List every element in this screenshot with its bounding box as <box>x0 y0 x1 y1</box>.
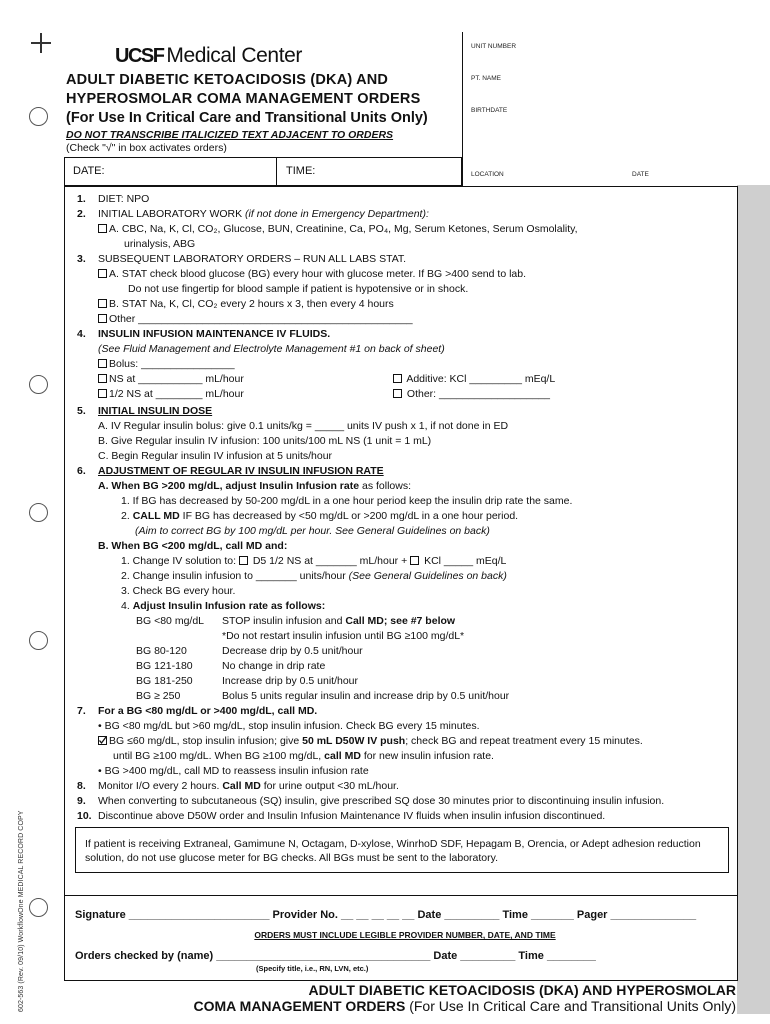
order-number: 6. <box>77 465 86 477</box>
checkbox-checked[interactable] <box>98 736 107 745</box>
pt-name-label: PT. NAME <box>471 75 501 82</box>
io-order-pre: Monitor I/O every 2 hours. <box>98 780 223 792</box>
hypo-1: • BG <80 mg/dL but >60 mg/dL, stop insulin infusion. Check BG every 15 minutes. <box>98 720 480 732</box>
rate-action: Decrease drip by 0.5 unit/hour <box>222 645 363 657</box>
iv-other <box>393 388 550 401</box>
checkbox[interactable] <box>98 269 107 278</box>
checkmark-icon <box>98 736 107 745</box>
adjustment-b4 <box>121 600 325 613</box>
adjustment-a-bold: A. When BG >200 mg/dL, adjust Insulin Infusion rate <box>98 480 360 492</box>
adjustment-a2-text: IF BG has decreased by <50 mg/dL or >200 mg/dL in a one hour period. <box>179 510 519 522</box>
hypo-2-post: ; check BG and repeat treatment every 15 minutes. <box>405 735 643 747</box>
iv-half-ns <box>98 388 244 401</box>
adjustment-a2-note: (Aim to correct BG by 100 mg/dL per hour. See General Guidelines on back) <box>135 525 490 537</box>
italic-transcribe-note: DO NOT TRANSCRIBE ITALICIZED TEXT ADJACENT TO ORDERS <box>66 129 394 141</box>
rate-bg: BG ≥ 250 <box>136 690 181 702</box>
adjustment-b2-text[interactable]: 2. Change insulin infusion to _______ units/hour <box>121 570 349 582</box>
iv-fluids-note: (See Fluid Management and Electrolyte Management #1 on back of sheet) <box>98 343 445 355</box>
lab-work-title-text: INITIAL LABORATORY WORK <box>98 208 246 220</box>
lab-order-a-cont: urinalysis, ABG <box>124 238 196 250</box>
initial-insulin-title: INITIAL INSULIN DOSE <box>98 405 213 417</box>
subsequent-lab-a <box>98 268 526 281</box>
adjustment-b1-pre: 1. Change IV solution to: <box>121 555 239 567</box>
order-number: 1. <box>77 193 86 205</box>
subsequent-lab-b-text: B. STAT Na, K, Cl, CO₂ every 2 hours x 3, then every 4 hours <box>109 298 394 310</box>
lab-order-a-text: A. CBC, Na, K, Cl, CO₂, Glucose, BUN, Creatinine, Ca, PO₄, Mg, Serum Ketones, Serum Osmolality, <box>109 223 578 235</box>
lab-order-a <box>98 223 578 236</box>
subsequent-lab-other-text[interactable]: Other _______________________________________________ <box>109 313 413 325</box>
insulin-order-c: C. Begin Regular insulin IV infusion at 5 units/hour <box>98 450 333 462</box>
order-number: 8. <box>77 780 86 792</box>
adjustment-a2-num: 2. <box>121 510 133 522</box>
order-number: 7. <box>77 705 86 717</box>
hypo-3 <box>113 750 494 763</box>
form-number-side-text: 602-563 (Rev. 09/10) WorkflowOne MEDICAL RECORD COPY <box>18 810 25 1012</box>
lab-work-title <box>98 208 429 221</box>
checkbox[interactable] <box>239 556 248 565</box>
rate-bg: BG <80 mg/dL <box>136 615 204 627</box>
order-number: 4. <box>77 328 86 340</box>
orders-frame-right-border <box>737 186 738 896</box>
iv-additive-text[interactable]: Additive: KCl _________ mEq/L <box>406 373 556 385</box>
adjustment-a <box>98 480 411 493</box>
rate-action: No change in drip rate <box>222 660 326 672</box>
checkbox[interactable] <box>98 224 107 233</box>
checkbox[interactable] <box>98 299 107 308</box>
io-order <box>98 780 399 793</box>
order-number: 5. <box>77 405 86 417</box>
crop-mark-vertical <box>40 33 42 53</box>
punch-hole <box>29 898 48 917</box>
punch-hole <box>29 631 48 650</box>
io-order-bold: Call MD <box>222 780 261 792</box>
subsequent-lab-other <box>98 313 413 326</box>
title-line-1: ADULT DIABETIC KETOACIDOSIS (DKA) AND <box>66 72 389 88</box>
adjustment-b: B. When BG <200 mg/dL, call MD and: <box>98 540 288 552</box>
check-activates-note: (Check "√" in box activates orders) <box>66 142 227 154</box>
adjustment-b3: 3. Check BG every hour. <box>121 585 236 597</box>
iv-bolus <box>98 358 235 371</box>
adjustment-b4-num: 4. <box>121 600 133 612</box>
rate-action-bold: Call MD; see #7 below <box>345 615 456 627</box>
glucose-meter-warning-box: If patient is receiving Extraneal, Gamimune N, Octagam, D-xylose, WinrhoD SDF, Hepagam B, Orencia, or Adept adhesion reduction solution, do not use glucose meter for BG checks. All BGs must be sent to the laboratory. <box>75 827 729 873</box>
adjustment-b4-bold: Adjust Insulin Infusion rate as follows: <box>132 600 326 612</box>
checkbox[interactable] <box>393 374 402 383</box>
rate-action: Increase drip by 0.5 unit/hour <box>222 675 358 687</box>
location-label: LOCATION <box>471 171 504 178</box>
date-time-row <box>64 157 462 186</box>
subsequent-lab-title: SUBSEQUENT LABORATORY ORDERS – RUN ALL LABS STAT. <box>98 253 407 265</box>
orders-must-include-note: ORDERS MUST INCLUDE LEGIBLE PROVIDER NUMBER, DATE, AND TIME <box>254 930 556 940</box>
hypo-2-bold: 50 mL D50W IV push <box>302 735 406 747</box>
adjustment-b1 <box>121 555 506 568</box>
rate-bg: BG 181-250 <box>136 675 193 687</box>
logo-medical-center-text: Medical Center <box>166 44 303 67</box>
hypo-3-pre: until BG ≥100 mg/dL. When BG ≥100 mg/dL, <box>113 750 325 762</box>
punch-hole <box>29 375 48 394</box>
date-field[interactable]: DATE: <box>73 165 105 177</box>
rate-action-text: STOP insulin infusion and <box>222 615 346 627</box>
insulin-order-a: A. IV Regular insulin bolus: give 0.1 units/kg = _____ units IV push x 1, if not done in ED <box>98 420 509 432</box>
adjustment-b2 <box>121 570 507 583</box>
io-order-post: for urine output <30 mL/hour. <box>260 780 399 792</box>
checkbox[interactable] <box>98 314 107 323</box>
punch-hole <box>29 503 48 522</box>
order-number: 9. <box>77 795 86 807</box>
ucsf-logo <box>115 44 302 68</box>
adjustment-a1: 1. If BG has decreased by 50-200 mg/dL in a one hour period keep the insulin drip rate the same. <box>121 495 573 507</box>
rate-action: *Do not restart insulin infusion until BG ≥100 mg/dL* <box>222 630 465 642</box>
iv-bolus-text[interactable]: Bolus: ________________ <box>109 358 235 370</box>
iv-ns <box>98 373 244 386</box>
hypo-4: • BG >400 mg/dL, call MD to reassess insulin infusion rate <box>98 765 369 777</box>
patient-id-box-border <box>462 32 463 186</box>
order-number: 3. <box>77 253 86 265</box>
sq-order: When converting to subcutaneous (SQ) insulin, give prescribed SQ dose 30 minutes prior to discontinuing insulin infusion. <box>98 795 665 807</box>
title-line-2: HYPEROSMOLAR COMA MANAGEMENT ORDERS <box>66 91 421 107</box>
iv-additive <box>393 373 555 386</box>
date-time-divider <box>276 158 277 185</box>
adjustment-title: ADJUSTMENT OF REGULAR IV INSULIN INFUSION RATE <box>98 465 384 477</box>
iv-half-ns-text[interactable]: 1/2 NS at ________ mL/hour <box>109 388 244 400</box>
adjustment-a-text: as follows: <box>359 480 412 492</box>
punch-hole <box>29 107 48 126</box>
hypo-title: For a BG <80 mg/dL or >400 mg/dL, call MD. <box>98 705 318 717</box>
subsequent-lab-a-text: A. STAT check blood glucose (BG) every hour with glucose meter. If BG >400 send to lab. <box>109 268 527 280</box>
hypo-3-bold: call MD <box>324 750 361 762</box>
rate-action: Bolus 5 units regular insulin and increase drip by 0.5 unit/hour <box>222 690 510 702</box>
iv-other-text[interactable]: Other: ___________________ <box>406 388 550 400</box>
adjustment-b1-mid[interactable]: D5 1/2 NS at _______ mL/hour + <box>249 555 411 567</box>
checkbox[interactable] <box>98 359 107 368</box>
rate-bg: BG 121-180 <box>136 660 193 672</box>
checkbox[interactable] <box>98 374 107 383</box>
footer-title-bold: COMA MANAGEMENT ORDERS <box>193 998 410 1014</box>
checkbox[interactable] <box>98 389 107 398</box>
form-title-block <box>66 71 461 154</box>
adjustment-b2-italic: (See General Guidelines on back) <box>348 570 507 582</box>
checkbox[interactable] <box>393 389 402 398</box>
title-line-3: (For Use In Critical Care and Transitional Units Only) <box>66 110 428 126</box>
gray-margin-bar <box>737 185 770 1014</box>
adjustment-a2 <box>121 510 518 523</box>
footer-title-line-1: ADULT DIABETIC KETOACIDOSIS (DKA) AND HYPEROSMOLAR <box>308 982 736 998</box>
rate-bg: BG 80-120 <box>136 645 187 657</box>
discontinue-order: Discontinue above D50W order and Insulin Infusion Maintenance IV fluids when insulin infusion discontinued. <box>98 810 606 822</box>
subsequent-lab-b <box>98 298 394 311</box>
footer-title-normal: (For Use In Critical Care and Transitional Units Only) <box>409 998 736 1014</box>
order-number: 2. <box>77 208 86 220</box>
iv-ns-text[interactable]: NS at ___________ mL/hour <box>109 373 244 385</box>
hypo-3-post: for new insulin infusion rate. <box>360 750 494 762</box>
logo-ucsf-text: UCSF <box>115 45 164 67</box>
id-date-label: DATE <box>632 171 649 178</box>
adjustment-b1-post[interactable]: KCl _____ mEq/L <box>421 555 507 567</box>
insulin-order-b: B. Give Regular insulin IV infusion: 100 units/100 mL NS (1 unit = 1 mL) <box>98 435 432 447</box>
adjustment-a2-bold: CALL MD <box>132 510 180 522</box>
lab-work-title-italic: (if not done in Emergency Department): <box>245 208 429 220</box>
rate-action <box>222 615 455 628</box>
birthdate-label: BIRTHDATE <box>471 107 508 114</box>
time-field[interactable]: TIME: <box>286 165 316 177</box>
hypo-2-pre: BG ≤60 mg/dL, stop insulin infusion; give <box>109 735 303 747</box>
footer-title-line-2 <box>194 998 736 1014</box>
unit-number-label: UNIT NUMBER <box>471 43 517 50</box>
specify-title-note: (Specify title, i.e., RN, LVN, etc.) <box>256 964 369 973</box>
signature-line[interactable]: Signature _______________________ Provider No. __ __ __ __ __ Date _________ Time _______ Pager ______________ <box>75 909 697 921</box>
hypo-2 <box>98 735 643 748</box>
diet-order: DIET: NPO <box>98 193 150 205</box>
subsequent-lab-a-cont: Do not use fingertip for blood sample if patient is hypotensive or in shock. <box>128 283 469 295</box>
orders-checked-line[interactable]: Orders checked by (name) ___________________________________ Date _________ Time ________ <box>75 950 596 962</box>
checkbox[interactable] <box>410 556 419 565</box>
iv-fluids-title: INSULIN INFUSION MAINTENANCE IV FLUIDS. <box>98 328 331 340</box>
order-number: 10. <box>77 810 92 822</box>
